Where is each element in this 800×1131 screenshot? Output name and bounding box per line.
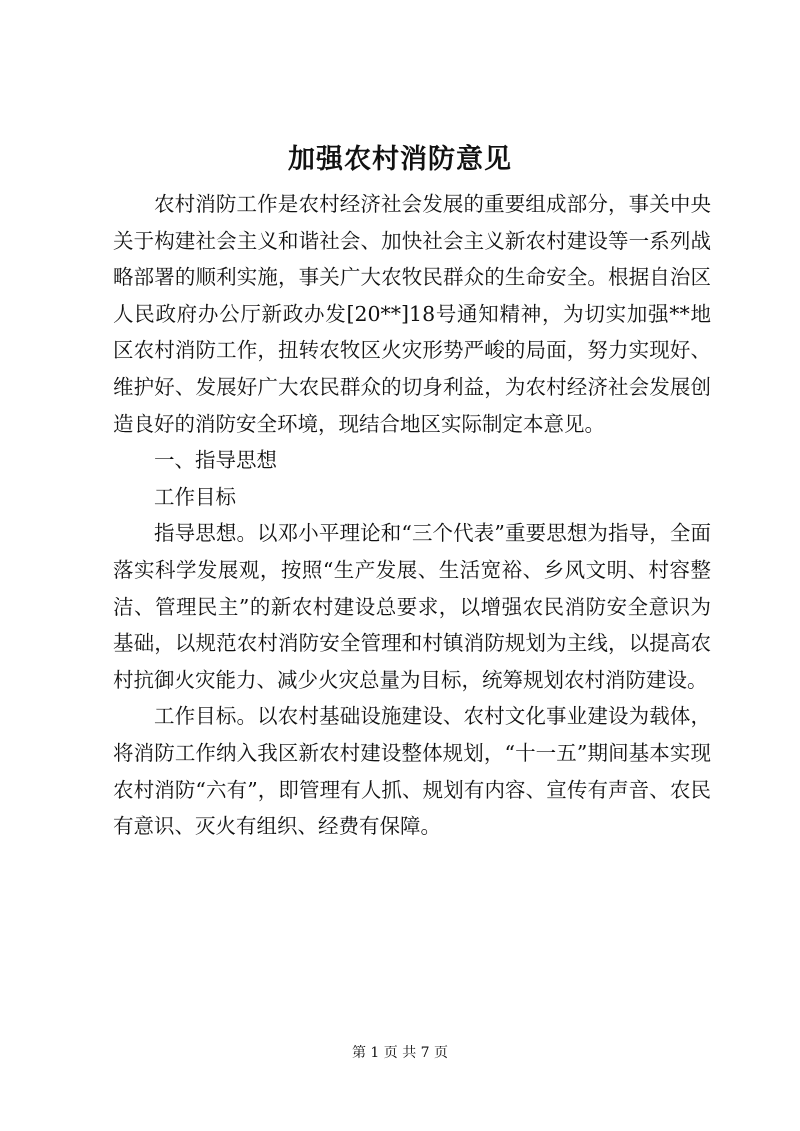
document-title: 加强农村消防意见 [288,144,512,175]
page-number-footer: 第 1 页 共 7 页 [351,1045,449,1061]
paragraph-guiding-ideology: 指导思想。以邓小平理论和“三个代表”重要思想为指导，全面落实科学发展观，按照“生产发展、生活宽裕、乡风文明、村容整洁、管理民主”的新农村建设总要求，以增强农民消防安全意识为基础，以规范农村消防安全管理和村镇消防规划为主线，以提高农村抗御火灾能力、减少火灾总量为目标，统筹规划农村消防建设。 [113,521,711,692]
section-heading-guiding-ideology: 一、指导思想 [154,448,277,473]
subheading-work-goals: 工作目标 [154,484,236,509]
document-body [113,186,711,845]
paragraph-intro: 农村消防工作是农村经济社会发展的重要组成部分，事关中央关于构建社会主义和谐社会、加快社会主义新农村建设等一系列战略部署的顺利实施，事关广大农牧民群众的生命安全。根据自治区人民政府办公厅新政办发[20**]18号通知精神，为切实加强**地区农村消防工作，扭转农牧区火灾形势严峻的局面，努力实现好、维护好、发展好广大农民群众的切身利益，为农村经济社会发展创造良好的消防安全环境，现结合地区实际制定本意见。 [113,192,711,436]
paragraph-work-goals: 工作目标。以农村基础设施建设、农村文化事业建设为载体，将消防工作纳入我区新农村建设整体规划，“十一五”期间基本实现农村消防“六有”，即管理有人抓、规划有内容、宣传有声音、农民有意识、灭火有组织、经费有保障。 [113,704,711,839]
